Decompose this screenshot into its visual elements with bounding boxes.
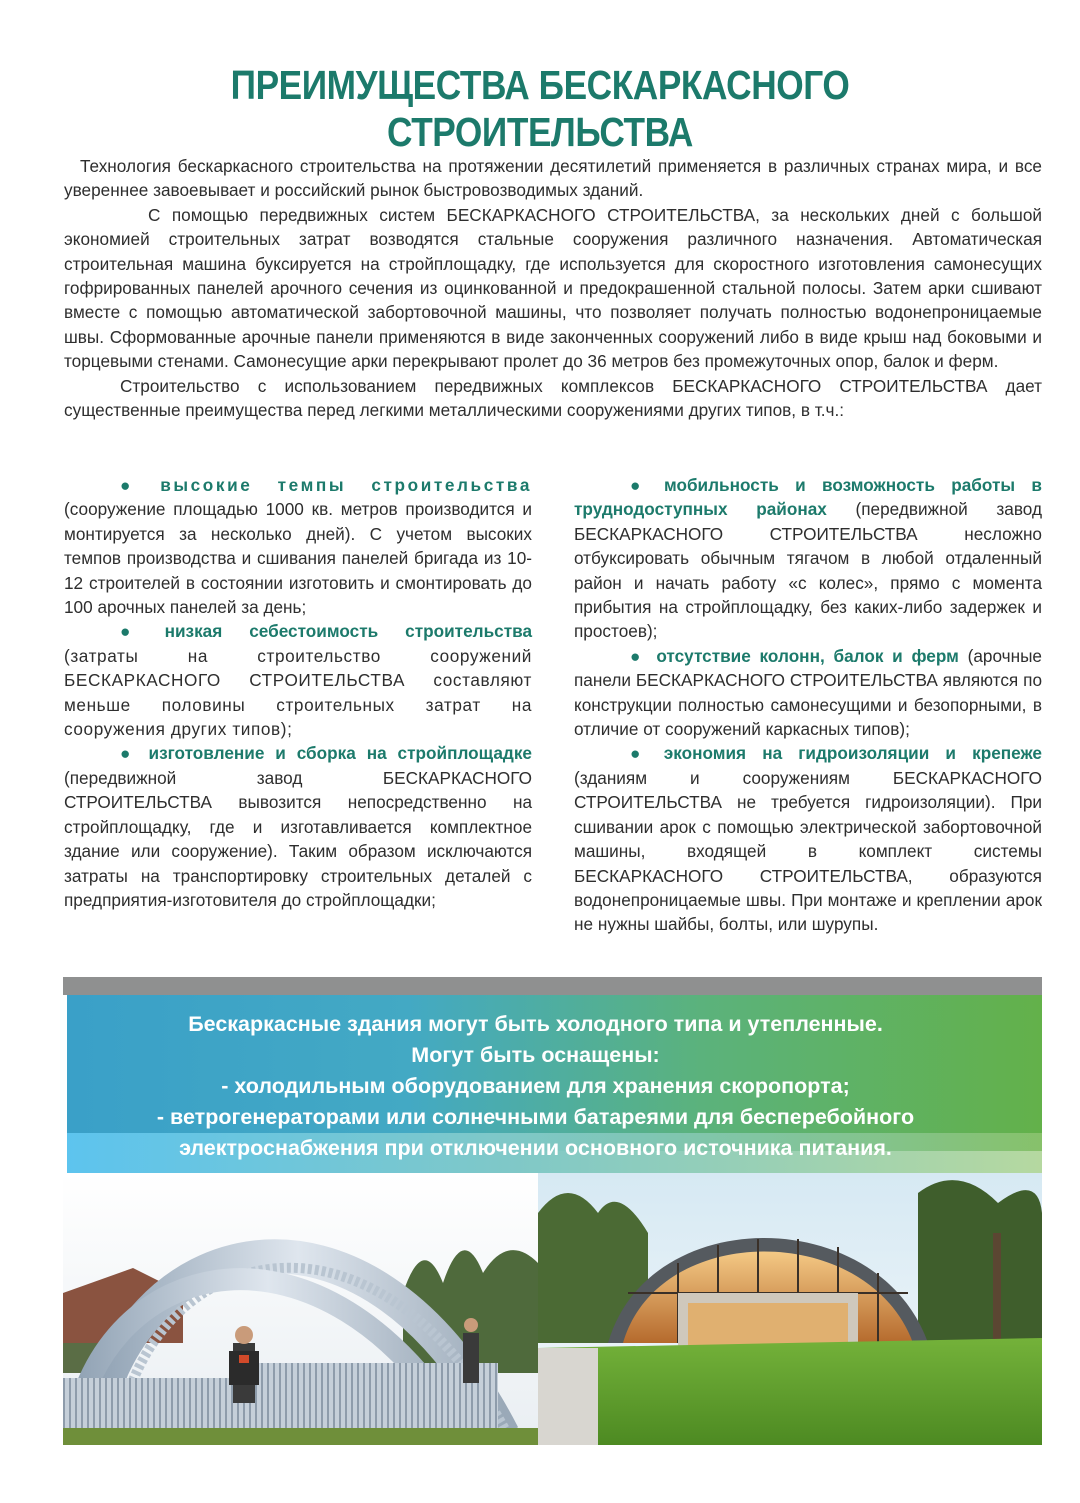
advantage-heading: низкая себестоимость строительства <box>164 621 533 642</box>
banner-section <box>63 977 1042 1445</box>
advantage-item <box>574 741 1042 936</box>
intro-paragraph-1: Технология бескаркасного строительства на протяжении десятилетий применяется в различных странах мира, и все увереннее завоевывает и российский рынок быстровозводимых зданий. <box>64 156 1042 201</box>
advantage-item <box>64 619 532 741</box>
advantage-text: (затраты на строительство сооружений БЕСКАРКАСНОГО СТРОИТЕЛЬСТВА составляют меньше половины строительных затрат на сооружения других типов); <box>64 645 532 740</box>
arch-house-photo <box>538 1173 1042 1445</box>
bullet-icon: ● <box>630 475 652 495</box>
arch-house-illustration <box>538 1173 1042 1445</box>
banner-line: Бескаркасные здания могут быть холодного типа и утепленные. <box>188 1012 883 1036</box>
advantage-heading: высокие темпы строительства <box>160 475 532 495</box>
banner-line: электроснабжения при отключении основного источника питания. <box>179 1136 892 1160</box>
advantage-heading: изготовление и сборка на стройплощадке <box>148 743 532 764</box>
advantage-text: (передвижной завод БЕСКАРКАСНОГО СТРОИТЕЛЬСТВА несложно отбуксировать обычным тягачом в любой отдаленный район и начать работу «с колес», прямо с момента прибытия на стройплощадку, без каких-либо задержек и простоев); <box>574 499 1042 642</box>
banner-line: - холодильным оборудованием для хранения скоропорта; <box>221 1074 850 1098</box>
advantage-item <box>64 741 532 912</box>
advantage-text: (зданиям и сооружениям БЕСКАРКАСНОГО СТРОИТЕЛЬСТВА не требуется гидроизоляции). При сшивании арок с помощью электрической забортовочной машины, входящей в комплект системы БЕСКАРКАСНОГО СТРОИТЕЛЬСТВА, образуются водонепроницаемые швы. При монтаже и креплении арок не нужны шайбы, болты, или шурупы. <box>574 767 1042 935</box>
advantage-item <box>64 473 532 619</box>
advantage-item <box>574 644 1042 742</box>
banner-line: Могут быть оснащены: <box>411 1043 660 1067</box>
divider-strip <box>63 977 1042 995</box>
bullet-icon: ● <box>630 645 645 666</box>
banner-line: - ветрогенераторами или солнечными батареями для бесперебойного <box>156 1105 915 1129</box>
intro-text <box>64 154 1042 422</box>
advantage-text: (передвижной завод БЕСКАРКАСНОГО СТРОИТЕЛЬСТВА вывозится непосредственно на стройплощадку, где и изготавливается комплектное здание или сооружение). Таким образом исключаются затраты на транспортировку строительных деталей с предприятия-изготовителя до стройплощадки; <box>64 767 532 910</box>
intro-paragraph-3: Строительство с использованием передвижных комплексов БЕСКАРКАСНОГО СТРОИТЕЛЬСТВА дает существенные преимущества перед легкими металлическими сооружениями других типов, в т.ч.: <box>64 375 1042 421</box>
bullet-icon: ● <box>120 743 137 764</box>
advantage-heading: экономия на гидроизоляции и крепеже <box>663 743 1042 764</box>
bullet-icon: ● <box>120 621 153 642</box>
advantage-heading: отсутствие колонн, балок и ферм <box>656 645 959 666</box>
arch-construction-photo <box>63 1173 538 1445</box>
advantages-left-column <box>64 473 532 912</box>
advantage-heading: мобильность и возможность работы в труднодоступных районах <box>574 475 1042 520</box>
bullet-icon: ● <box>120 475 149 495</box>
intro-paragraph-2: С помощью передвижных систем БЕСКАРКАСНОГО СТРОИТЕЛЬСТВА, за нескольких дней с большой экономией строительных затрат возводятся стальные сооружения различного назначения. Автоматическая строительная машина буксируется на стройплощадку, где используется для скоростного изготовления самонесущих гофрированных панелей арочного сечения из оцинкованной и предокрашенной стальной полосы. Затем арки сшивают вместе с помощью автоматической забортовочной машины, что позволяет получать полностью водонепроницаемые швы. Сформованные арочные панели применяются в виде законченных сооружений либо в виде крыш над боковыми и торцевыми стенами. Самонесущие арки перекрывают пролет до 36 метров без промежуточных опор, балок и ферм. <box>64 204 1042 372</box>
banner-text <box>63 1009 1008 1164</box>
bullet-icon: ● <box>630 743 652 764</box>
advantage-text: (арочные панели БЕСКАРКАСНОГО СТРОИТЕЛЬСТВА являются по конструкции полностью самонесущими и безопорными, в отличие от сооружений каркасных типов); <box>574 645 1042 740</box>
advantage-item <box>574 473 1042 644</box>
advantages-right-column <box>574 473 1042 937</box>
advantage-text: (сооружение площадью 1000 кв. метров производится и монтируется за несколько дней). С учетом высоких темпов производства и сшивания панелей бригада из 10-12 строителей в состоянии изготовить и смонтировать до 100 арочных панелей за день; <box>64 499 532 618</box>
page-title: ПРЕИМУЩЕСТВА БЕСКАРКАСНОГО СТРОИТЕЛЬСТВА <box>230 62 850 155</box>
arch-construction-illustration <box>63 1173 538 1445</box>
